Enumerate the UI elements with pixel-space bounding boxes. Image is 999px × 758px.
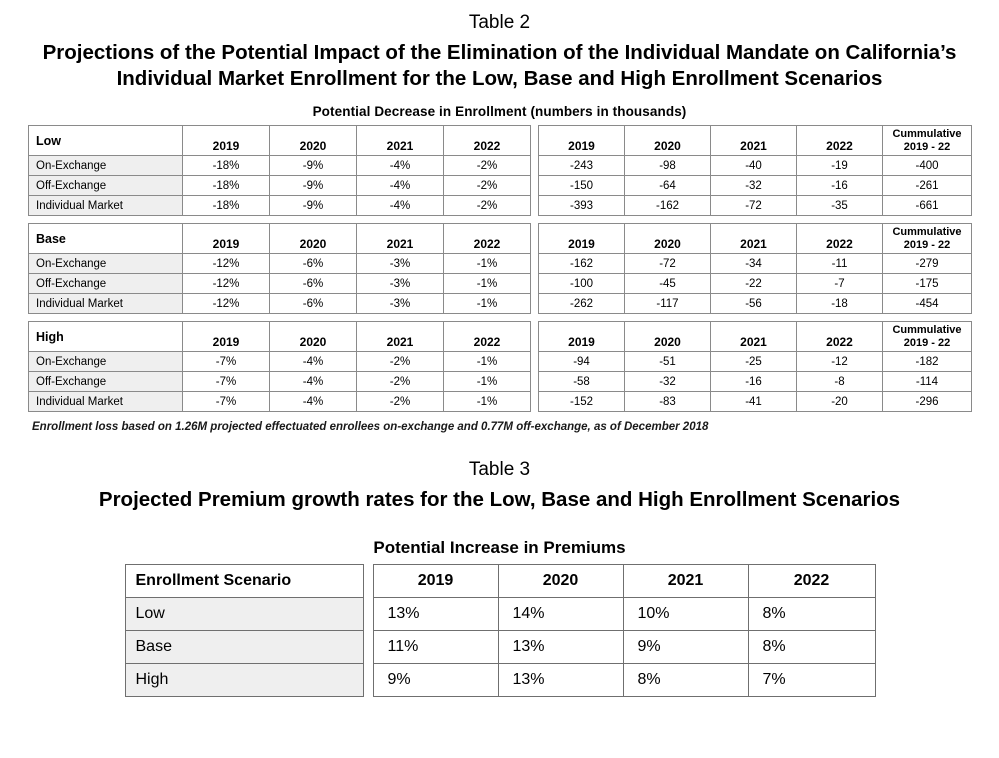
cell-premium: 8% [623,664,748,697]
cell-percent: -9% [270,156,357,176]
year-header: 2020 [270,224,357,254]
year-header: 2021 [711,126,797,156]
column-gap [531,372,539,392]
scenario-name-low: Low [29,126,183,156]
row-label: On-Exchange [29,254,183,274]
cell-count: -11 [797,254,883,274]
cell-cumulative: -182 [883,352,972,372]
row-label: Off-Exchange [29,176,183,196]
year-header: 2019 [539,322,625,352]
cell-count: -243 [539,156,625,176]
cell-count: -18 [797,294,883,314]
table-row [29,156,972,176]
table3-subtitle: Potential Increase in Premiums [373,538,626,558]
scenario-name-base: Base [29,224,183,254]
table-row [29,274,972,294]
row-label: Low [125,598,363,631]
column-gap [363,565,373,598]
column-gap [531,322,539,352]
year-header: 2020 [625,126,711,156]
table-row [29,176,972,196]
year-header: 2021 [711,224,797,254]
document-page [0,12,999,758]
cumulative-header-line2: 2019 - 22 [903,140,951,153]
cell-percent: -4% [270,352,357,372]
row-label: Individual Market [29,294,183,314]
scenario-name-high: High [29,322,183,352]
cell-premium: 8% [748,631,875,664]
cell-count: -20 [797,392,883,412]
cell-count: -56 [711,294,797,314]
table-row [29,392,972,412]
table2-subtitle: Potential Decrease in Enrollment (numbers in thousands) [312,104,687,120]
cell-percent: -18% [183,156,270,176]
cell-premium: 13% [498,664,623,697]
table-row [29,254,972,274]
table-row [29,196,972,216]
cell-percent: -1% [444,294,531,314]
year-header: 2020 [625,322,711,352]
cell-count: -16 [797,176,883,196]
cell-percent: -18% [183,196,270,216]
year-header: 2021 [357,224,444,254]
cell-percent: -1% [444,274,531,294]
cell-count: -72 [625,254,711,274]
cell-count: -19 [797,156,883,176]
cell-percent: -9% [270,196,357,216]
cell-percent: -4% [357,156,444,176]
cell-count: -16 [711,372,797,392]
table-row [125,598,875,631]
row-label: High [125,664,363,697]
cell-count: -83 [625,392,711,412]
cumulative-header-line1: Cummulative [892,226,962,239]
row-label: On-Exchange [29,352,183,372]
column-gap [531,224,539,254]
row-label: Individual Market [29,392,183,412]
table-row [29,322,972,352]
year-header: 2019 [183,126,270,156]
cell-cumulative: -114 [883,372,972,392]
year-header: 2022 [444,322,531,352]
cell-percent: -2% [444,176,531,196]
row-label: Off-Exchange [29,274,183,294]
column-gap [531,274,539,294]
scenario-column-header: Enrollment Scenario [125,565,363,598]
year-header: 2019 [183,224,270,254]
cell-percent: -2% [444,196,531,216]
cell-percent: -7% [183,372,270,392]
year-header: 2020 [625,224,711,254]
column-gap [531,392,539,412]
cell-count: -152 [539,392,625,412]
cell-percent: -7% [183,352,270,372]
cell-cumulative: -296 [883,392,972,412]
table2-footnote: Enrollment loss based on 1.26M projected effectuated enrollees on-exchange and 0.77M off-exchange, as of December 2018 [32,421,709,434]
table3-title: Projected Premium growth rates for the Low, Base and High Enrollment Scenarios [98,488,901,512]
cell-percent: -6% [270,294,357,314]
cell-percent: -4% [357,196,444,216]
cell-count: -162 [539,254,625,274]
year-header: 2019 [539,224,625,254]
cell-premium: 11% [373,631,498,664]
cumulative-header-line2: 2019 - 22 [903,238,951,251]
section-spacer [29,314,972,322]
cell-percent: -2% [357,372,444,392]
table-row [29,294,972,314]
cell-percent: -3% [357,294,444,314]
cell-percent: -6% [270,274,357,294]
cell-percent: -1% [444,352,531,372]
cell-count: -45 [625,274,711,294]
year-header: 2019 [183,322,270,352]
year-header: 2020 [270,126,357,156]
table2-grid [28,125,972,412]
cell-percent: -18% [183,176,270,196]
year-header: 2021 [711,322,797,352]
column-gap [531,254,539,274]
cumulative-header [883,126,972,156]
year-header: 2022 [748,565,875,598]
column-gap [531,196,539,216]
cell-count: -8 [797,372,883,392]
cell-percent: -7% [183,392,270,412]
cell-count: -117 [625,294,711,314]
table-row [29,352,972,372]
cell-percent: -2% [357,352,444,372]
column-gap [363,631,373,664]
column-gap [363,664,373,697]
section-spacer [29,216,972,224]
cell-count: -98 [625,156,711,176]
cell-premium: 9% [373,664,498,697]
year-header: 2020 [270,322,357,352]
year-header: 2019 [539,126,625,156]
table2-label: Table 2 [468,12,531,33]
column-gap [531,352,539,372]
cumulative-header-line1: Cummulative [892,324,962,337]
cell-count: -393 [539,196,625,216]
year-header: 2022 [797,224,883,254]
cell-percent: -2% [357,392,444,412]
cell-percent: -12% [183,274,270,294]
table3-grid [125,564,876,697]
cumulative-header [883,224,972,254]
cell-count: -7 [797,274,883,294]
column-gap [531,176,539,196]
cell-cumulative: -261 [883,176,972,196]
year-header: 2022 [444,126,531,156]
column-gap [363,598,373,631]
row-label: On-Exchange [29,156,183,176]
table2-container [28,125,971,412]
cell-percent: -3% [357,254,444,274]
table-row [125,631,875,664]
cell-percent: -1% [444,254,531,274]
year-header: 2022 [444,224,531,254]
cell-percent: -4% [357,176,444,196]
table-row [29,224,972,254]
cell-premium: 10% [623,598,748,631]
cell-count: -72 [711,196,797,216]
row-label: Off-Exchange [29,372,183,392]
cell-count: -41 [711,392,797,412]
cell-premium: 13% [373,598,498,631]
cell-cumulative: -175 [883,274,972,294]
year-header: 2020 [498,565,623,598]
year-header: 2022 [797,126,883,156]
cell-count: -25 [711,352,797,372]
cell-count: -162 [625,196,711,216]
cell-percent: -3% [357,274,444,294]
cell-count: -94 [539,352,625,372]
table-row [125,664,875,697]
cell-count: -22 [711,274,797,294]
cell-cumulative: -661 [883,196,972,216]
cell-percent: -6% [270,254,357,274]
cell-percent: -12% [183,294,270,314]
cell-percent: -4% [270,372,357,392]
cumulative-header [883,322,972,352]
year-header: 2021 [357,126,444,156]
cumulative-header-line2: 2019 - 22 [903,336,951,349]
cell-percent: -1% [444,392,531,412]
table-row [125,565,875,598]
row-label: Base [125,631,363,664]
cell-count: -64 [625,176,711,196]
table3-container [125,564,875,697]
table2-title: Projections of the Potential Impact of the Elimination of the Individual Mandate on California’s Individual Market Enrollment for the Low, Base and High Enrollment Scenarios [42,41,957,91]
cell-premium: 13% [498,631,623,664]
cell-count: -51 [625,352,711,372]
year-header: 2021 [623,565,748,598]
cell-premium: 7% [748,664,875,697]
year-header: 2022 [797,322,883,352]
row-label: Individual Market [29,196,183,216]
cell-percent: -12% [183,254,270,274]
cell-premium: 9% [623,631,748,664]
column-gap [531,156,539,176]
cell-count: -58 [539,372,625,392]
cell-count: -262 [539,294,625,314]
year-header: 2019 [373,565,498,598]
cell-premium: 8% [748,598,875,631]
table-row [29,126,972,156]
cell-count: -40 [711,156,797,176]
column-gap [531,294,539,314]
cell-count: -32 [625,372,711,392]
cell-cumulative: -279 [883,254,972,274]
year-header: 2021 [357,322,444,352]
cumulative-header-line1: Cummulative [892,128,962,141]
cell-count: -34 [711,254,797,274]
cell-count: -35 [797,196,883,216]
cell-premium: 14% [498,598,623,631]
column-gap [531,126,539,156]
cell-count: -32 [711,176,797,196]
cell-count: -12 [797,352,883,372]
cell-count: -150 [539,176,625,196]
table-row [29,372,972,392]
table3-label: Table 3 [468,459,531,481]
cell-count: -100 [539,274,625,294]
cell-percent: -9% [270,176,357,196]
cell-percent: -4% [270,392,357,412]
cell-percent: -2% [444,156,531,176]
cell-cumulative: -454 [883,294,972,314]
cell-percent: -1% [444,372,531,392]
cell-cumulative: -400 [883,156,972,176]
